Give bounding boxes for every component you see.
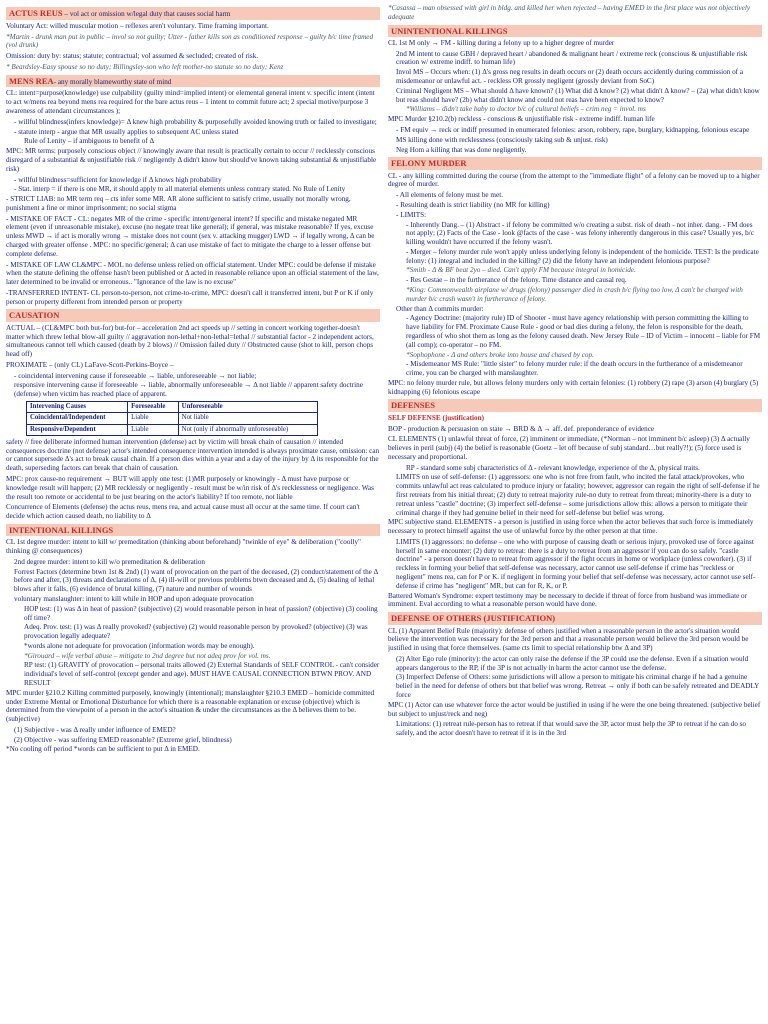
mistake-of-fact-line: - MISTAKE OF FACT - CL: negates MR of the crime - specific intent/general intent? If specific and mistake negated MR element (even if unreasonable mistake), excuse (no negate treat like general); if general, was mistake reasonable? If yes, excuse unless MWD → if act is morally wrong → mistake does not count (sex v. attacking mugger) LWD → if legally wrong, Δ can be charged with greater offense . MPC: no specific/general; Δ can use mistake of fact to mitigate the charge to a lesser offense but complete defense.: [6, 214, 375, 258]
defense-of-others-line: CL (1) Apparent Belief Rule (majority): defense of others justified when a reasonable person in the actor's situation would believe the intervention was necessary for the 3rd person and that a reasonable person would believe the 3rd person would be justified in using that force themselves. (same cts limit to special relationship btw Δ and 3P): [388, 626, 749, 653]
table-cell: Responsive/Dependent: [27, 424, 128, 435]
unintentional-line: CL 1st M only → FM - killing during a felony up to a higher degree of murder: [388, 38, 615, 47]
felony-line: - All elements of felony must be met.: [396, 191, 503, 200]
table-row: [27, 424, 318, 435]
defense-line: Battered Woman's Syndrome: expert testimony may be necessary to decide if threat of force from husband was immediate or imminent. Eval according to what a reasonable person would have done.: [388, 591, 748, 609]
intentional-line: (2) Objective - was suffering EMED reasonable? (Extreme grief, blindness): [14, 735, 232, 744]
defenses-header: DEFENSES: [388, 399, 762, 411]
actus-reus-title: ACTUS REUS: [9, 8, 63, 18]
felony-line: - Agency Doctrine: (majority rule) ID of Shooter - must have agency relationship with person committing the killing to have liability for FM. Proximate Cause Rule - good or bad dies during a felony, the felon is responsible for the death, regardless of who shot them as long as the felony caused death. New Jersey Rule – ID of Victim – innocent – liable for FM (all comp); co-operator – no FM.: [406, 314, 761, 349]
left-column: [6, 4, 380, 1020]
defense-line: MPC subjective stand. ELEMENTS - a person is justified in using force when the actor believes that such force is immediately necessary to protect himself against the use of unlawful force by the other person at that time.: [388, 518, 754, 536]
intentional-line: Adeq. Prov. test: (1) was Δ really provoked? (subjective) (2) would reasonable person by provoked? (objective) (3) was provocation legally adequate?: [24, 623, 368, 641]
felony-line: MPC: no felony murder rule, but allows felony murders only with certain felonies: (1) robbery (2) rape (3) arson (4) burglary (5) kidnapping (6) felonious escape: [388, 378, 759, 396]
felony-note: *King: Commonwealth airplane w/ drugs (felony) passenger died in crash b/c flying too low, Δ can't be charged with murder b/c crash wasn't in furtherance of felony.: [406, 286, 743, 303]
felony-line: Other than Δ commits murder:: [396, 304, 484, 313]
right-column: [388, 4, 762, 1020]
unintentional-line: Invol MS – Occurs when: (1) Δ's gross neg results in death occurs or (2) death occurs accidently during commission of a misdemeanor or unlawful act. - reckless OR grossly negligent (grossly deviant from SoC): [396, 68, 744, 86]
table-cell: Not (only if abnormally unforeseeable): [178, 424, 317, 435]
causation-line: responsive intervening cause if foreseeable → liable, abnormally unforeseeable → Δ not liable // apparent safety doctrine (defense) when victim has reached place of apparent.: [14, 381, 363, 399]
intentional-note: *Girouard – wife verbal abuse – mitigate to 2nd degree but not adeq prov for vol. ms.: [24, 651, 271, 660]
intentional-line: 2nd degree murder: intent to kill w/o premeditation & deliberation: [14, 557, 206, 566]
unintentional-line: 2nd M intent to cause GBH / depraved heart / abandoned & malignant heart / extreme reck (conscious & unjustifiable risk creation w/ extreme indiff. to human life): [396, 49, 748, 67]
table-header-cell: Intervening Causes: [27, 402, 128, 413]
defense-line: CL ELEMENTS (1) unlawful threat of force, (2) imminent or immediate, (*Norman – not imminent b/c asleep) (3) Δ actually believes in peril (subj) (4) the belief is reasonable (Goetz – let off because of subj standard…but really?!); (5) force used is necessary and proportional.: [388, 435, 750, 461]
mens-rea-line: Rule of Lenity – if ambiguous to benefit of Δ: [24, 137, 155, 146]
actus-reus-line: Omission: duty by: status; statute; contractual; vol assumed & secluded; created of risk.: [6, 52, 259, 61]
felony-line: - Inherently Dang. – (1) Abstract - if felony be committed w/o creating a subst. risk of death - not inher. dang. - FM does not apply; (2) Facts of the Case - look @facts of the case - was felony inherently dangerous in this case? Usually yes, b/c killing wouldn't have occurred if the felony wasn't.: [406, 220, 754, 247]
defense-of-others-line: (2) Alter Ego rule (minority): the actor can only raise the defense if the 3P could use the defense. Even if a situation would appears dangerous to the RP, if the 3P is not actually in harm the actor cannot use the defense.: [396, 654, 749, 672]
unintentional-line: MS killing done with recklessness (consciously taking sub & unjust. risk): [396, 135, 608, 144]
transferred-intent-line: -TRANSFERRED INTENT- CL person-to-person, not crime-to-crime, MPC: doesn't call it transferred intent, but P or K if only person or property different from intended person or property: [6, 288, 374, 306]
mens-rea-line: - willful blindness(infers knowledge)= Δ knew high probability & purposefully avoided knowing truth or failed to investigate;: [14, 117, 377, 126]
felony-line: CL - any killing committed during the course (from the attempt to the "immediate flight" of a felony can be moved up to a higher degree of murder.: [388, 171, 760, 189]
unintentional-killings-header: UNINTENTIONAL KILLINGS: [388, 25, 762, 37]
causation-header: CAUSATION: [6, 309, 380, 321]
strict-liability-line: - STRICT LIAB: no MR term req – cts infer some MR. AR alone sufficient to satisfy crime, usually not morally wrong, punishment a fine or minor imprisonment; no social stigma: [6, 195, 351, 212]
causation-line: ACTUAL – (CL&MPC both but-for) but-for – acceleration 2nd act speeds up // setting in concert working together-doesn't matter which threw lethal blow-all guilty // aggravation non-lethal+non-lethal=lethal // substantial factor - 2 independent actors, simultaneous cannot tell which caused (death by 2 blows) // Omission failed duty // Obstructed cause (shot to kill, person chops head off): [6, 323, 374, 359]
mens-rea-line: - willful blindness=sufficient for knowledge if Δ knows high probability: [14, 175, 222, 184]
mistake-of-law-line: - MISTAKE OF LAW CL&MPC - MOL no defense unless relied on official statement. Under MPC: could be defense if mistake when the statute defining the offense hasn't been published or Δ acted in reasonable reliance upon an official statement of the law, later determined to be invalid or erroneous.. "Ignorance of the law is no excuse": [6, 260, 379, 287]
intentional-line: MPC murder §210.2 Killing committed purposely, knowingly (intentional); manslaughter §210.3 EMED – homicide committed under Extreme Mental or Emotional Disturbance for which there is a reasonable explanation or excuse (objective) which is determined from the viewpoint of a person in the actor's situation & under the circumstances as the Δ believes them to be. (subjective): [6, 688, 375, 724]
table-row: [27, 413, 318, 424]
unintentional-line: Neg Hom a killing that was done negligently.: [396, 145, 527, 154]
unintentional-line: - FM equiv → reck or indiff presumed in enumerated felonies: arson, robbery, rape, burglary, kidnapping, felonious escape: [396, 125, 750, 134]
intentional-killings-header: INTENTIONAL KILLINGS: [6, 524, 380, 536]
table-cell: Coincidental/Independent: [27, 413, 128, 424]
intentional-line: voluntary manslaughter: intent to kill while in HOP and upon adequate provocation: [14, 594, 254, 603]
defense-line: BOP - production & persuasion on state → BRD & Δ → aff. def. preponderance of evidence: [388, 424, 655, 433]
intentional-line: Forrest Factors (determine btwn 1st & 2nd) (1) want of provocation on the part of the deceased, (2) conduct/statement of the Δ before and after, (3) threats and declarations of Δ, (4) ill-will or previous problems btwn deceased and Δ, (5) dealing of lethal blows after it falls, (6) evidence of brutal killing, (7) nature and number of wounds: [14, 567, 378, 594]
table-cell: Liable: [128, 413, 179, 424]
felony-note: *Smith - Δ & BF beat 2yo – died. Can't apply FM because integral in homicide.: [406, 266, 636, 275]
unintentional-note: *Williams – didn't take baby to doctor b/c of cultural beliefs – crim neg = invol. ms: [406, 105, 646, 114]
table-cell: Not liable: [178, 413, 317, 424]
defense-line: LIMITS on use of self-defense: (1) aggressors: one who is not free from fault, who incited the fatal attack/provokes, who commits unlawful act reas calculated to produce injury or fatality; however, aggressor can regain the right of self-defense if he first retreats from his initial threat; (2) duty to retreat majority rule-no duty to retreat from threat; minority-there is a duty to retreat unless "castle" doctrine; (3) imperfect self-defense – some jurisdictions allow this: allows a person to mitigate their criminal charge if they had genuine belief in their need for self-defense but belief was wrong.: [396, 473, 760, 517]
defense-line: RP - standard some subj characteristics of Δ - relevant knowledge, experience of the Δ, physical traits.: [406, 463, 700, 472]
mens-rea-header: [6, 75, 380, 88]
felony-line: - Merger – felony murder rule won't apply unless underlying felony is independent of the homicide. TEST: Is the predicate felony: (1) integral and included in the killing? (2) did the felony have an independent felonious purpose?: [406, 247, 759, 265]
defense-of-others-line: MPC (1) Actor can use whatever force the actor would be justified in using if he were the one being threatened. (subjective belief but subject to unjust/reck and neg): [388, 700, 761, 718]
felony-murder-header: FELONY MURDER: [388, 157, 762, 169]
intentional-line: CL 1st degree murder: intent to kill w/ premeditation (thinking about beforehand) "twinkle of eye" & deliberation ("coolly" thinking @ consequences): [6, 538, 361, 556]
mens-rea-line: CL: intent=purpose(knowledge) use culpability (guilty mind=implied intent) or elemental general intent v. specific intent (intent to act w/mens rea beyond mens rea required for the bare actus reus – 1 intent to commit future act; 2 special motive/purpose 3 awareness of attendant circumstances );: [6, 89, 375, 116]
intentional-line: HOP test: (1) was Δ in heat of passion? (subjective) (2) would reasonable person in heat of passion? (objective) (3) cooling off time?: [24, 604, 378, 622]
table-header-row: [27, 402, 318, 413]
defense-of-others-header: DEFENSE OF OTHERS (JUSTIFICATION): [388, 612, 762, 624]
defense-line: LIMITS (1) aggressors: no defense – one who with purpose of causing death or serious injury, provoked use of force against herself in same encounter; (2) duty to retreat: there is a duty to retreat from an aggressor if you can do so safely. "castle doctrine" - a person doesn't have to retreat from aggressor if the fight occurs in home or workplace (unless coworker). (3) if reckless in forming your belief that self-defense was necessary, actor cannot use self-defense if crime has "reckless or negligent" mens rea, can for P or K. if negligent in forming your belief that self-defense was necessary, actor cannot use self-defense if crime has "negligent" MR, but can for R, K, or P.: [396, 537, 756, 590]
felony-line: - LIMITS:: [396, 210, 427, 219]
self-defense-header: SELF DEFENSE (justification): [388, 413, 484, 422]
actus-reus-def: – vol act or omission w/legal duty that causes social harm: [62, 10, 231, 18]
mens-rea-title: MENS REA: [9, 75, 54, 86]
intentional-line: *No cooling off period *words can be sufficient to put Δ in EMED.: [6, 745, 200, 754]
actus-reus-note: *Martin - drunk man put in public – invol so not guilty; Utter - father kills son as conditioned response – guilty b/c time framed (vol drunk): [6, 32, 374, 50]
mens-rea-line: MPC: MR terms: purposely conscious object // knowingly aware that result is practically certain to occur // recklessly conscious disregard of a substantial & unjustifiable risk // negligently Δ didn't know but should've known taking substantial & unjustifiable risk): [6, 147, 377, 173]
table-header-cell: Unforeseeable: [178, 402, 317, 413]
intentional-line: RP test: (1) GRAVITY of provocation – personal traits allowed (2) External Standards of SELF CONTROL - can't consider individual's level of self-control (except gender and age). MUST HAVE CAUSAL CONNECTION BTWN PROV. AND RESULT: [24, 661, 380, 687]
intro-note: *Casassa – man obsessed with girl in bldg. and killed her when rejected – having EMED in the first place was not objectively adequate: [388, 4, 751, 21]
unintentional-line: MPC Murder §210.2(b) reckless - conscious & unjustifiable risk - extreme indiff. human life: [388, 115, 655, 124]
intentional-line: *words alone not adequate for provocation (information words may be enough).: [24, 641, 255, 650]
table-header-cell: Foreseeable: [128, 402, 179, 413]
actus-reus-header: [6, 7, 380, 20]
table-cell: Liable: [128, 424, 179, 435]
intervening-causes-table: [26, 401, 318, 436]
felony-line: - Res Gestae – in the furtherance of the felony. Time distance and causal req.: [406, 276, 627, 285]
felony-note: *Sophophone - Δ and others broke into house and chased by cop.: [406, 350, 594, 359]
intentional-line: (1) Subjective - was Δ really under influence of EMED?: [14, 725, 176, 734]
mens-rea-line: - statute interp - argue that MR usually applies to subsequent AC unless stated: [14, 127, 239, 136]
causation-line: PROXIMATE – (only CL) LaFave-Scott-Perkins-Boyce –: [6, 360, 174, 369]
felony-line: - Resulting death is strict liability (no MR for killing): [396, 201, 550, 209]
mens-rea-line: - Stat. interp = if there is one MR, it should apply to all material elements unless contrary stated. No Rule of Lenity: [14, 185, 346, 194]
defense-of-others-line: Limitations: (1) retreat rule-person has to retreat if that would save the 3P, actor must help the 3P to retreat if he can do so safely, and the actor doesn't have to retreat if it is in the 3rd: [396, 720, 747, 738]
causation-line: Concurrence of Elements (defense) the actus reus, mens rea, and actual cause must all occur at the same time. If court can't decide which action caused death, no liability to Δ: [6, 503, 360, 521]
unintentional-line: Criminal Negligent MS – What should Δ have known? (1) What did Δ know? (2) what didn't Δ know? – (2a) what didn't know but reas should have? (2b) what didn't know and could not reas have been expected to know?: [396, 86, 760, 104]
causation-line: MPC: prox cause-no requirement → BUT will apply one test: (1)MR purposely or knowingly - Δ must have purpose or knowledge result will happen; (2) MR recklessly or negligently - result must be w/in risk of Δ's recklessness or negligence. Was the result too remote or accidental to be just bearing on the actor's liability? If too remote, not liable: [6, 475, 374, 501]
felony-line: - Misdemeanor MS Rule: "little sister" to felony murder rule: if the death occurs in the furtherance of a misdemeanor crime, you can be charged with manslaughter.: [406, 360, 743, 378]
actus-reus-note: * Beardsley-Easy spouse so no duty; Billingsley-son who left mother-no statute so no duty; Kenz: [6, 62, 284, 71]
causation-line: - coincidental intervening cause if foreseeable → liable, unforeseeable → not liable;: [14, 371, 257, 380]
actus-reus-line: Voluntary Act: willed muscular motion – reflexes aren't voluntary. Time framing important.: [6, 21, 269, 30]
mens-rea-def: - any morally blameworthy state of mind: [53, 77, 172, 86]
causation-line: safety // free deliberate informed human intervention (defense) act by victim will break chain of causation // intended consequences doctrine (not defense) actor's intended consequence intervention intended is always proximate cause, omission: can or cannot supersede Δ's act to break causal chain. If a person dies within a year and a day of the injury by Δ its responsible for the death, superseding factors can break that chain of causation.: [6, 437, 380, 473]
defense-of-others-line: (3) Imperfect Defense of Others: some jurisdictions will allow a person to mitigate his criminal charge if he had a genuine belief in the need for defense of others but that belief was wrong. Retreat → only if both can be safely retreated and DEADLY force: [396, 673, 760, 699]
